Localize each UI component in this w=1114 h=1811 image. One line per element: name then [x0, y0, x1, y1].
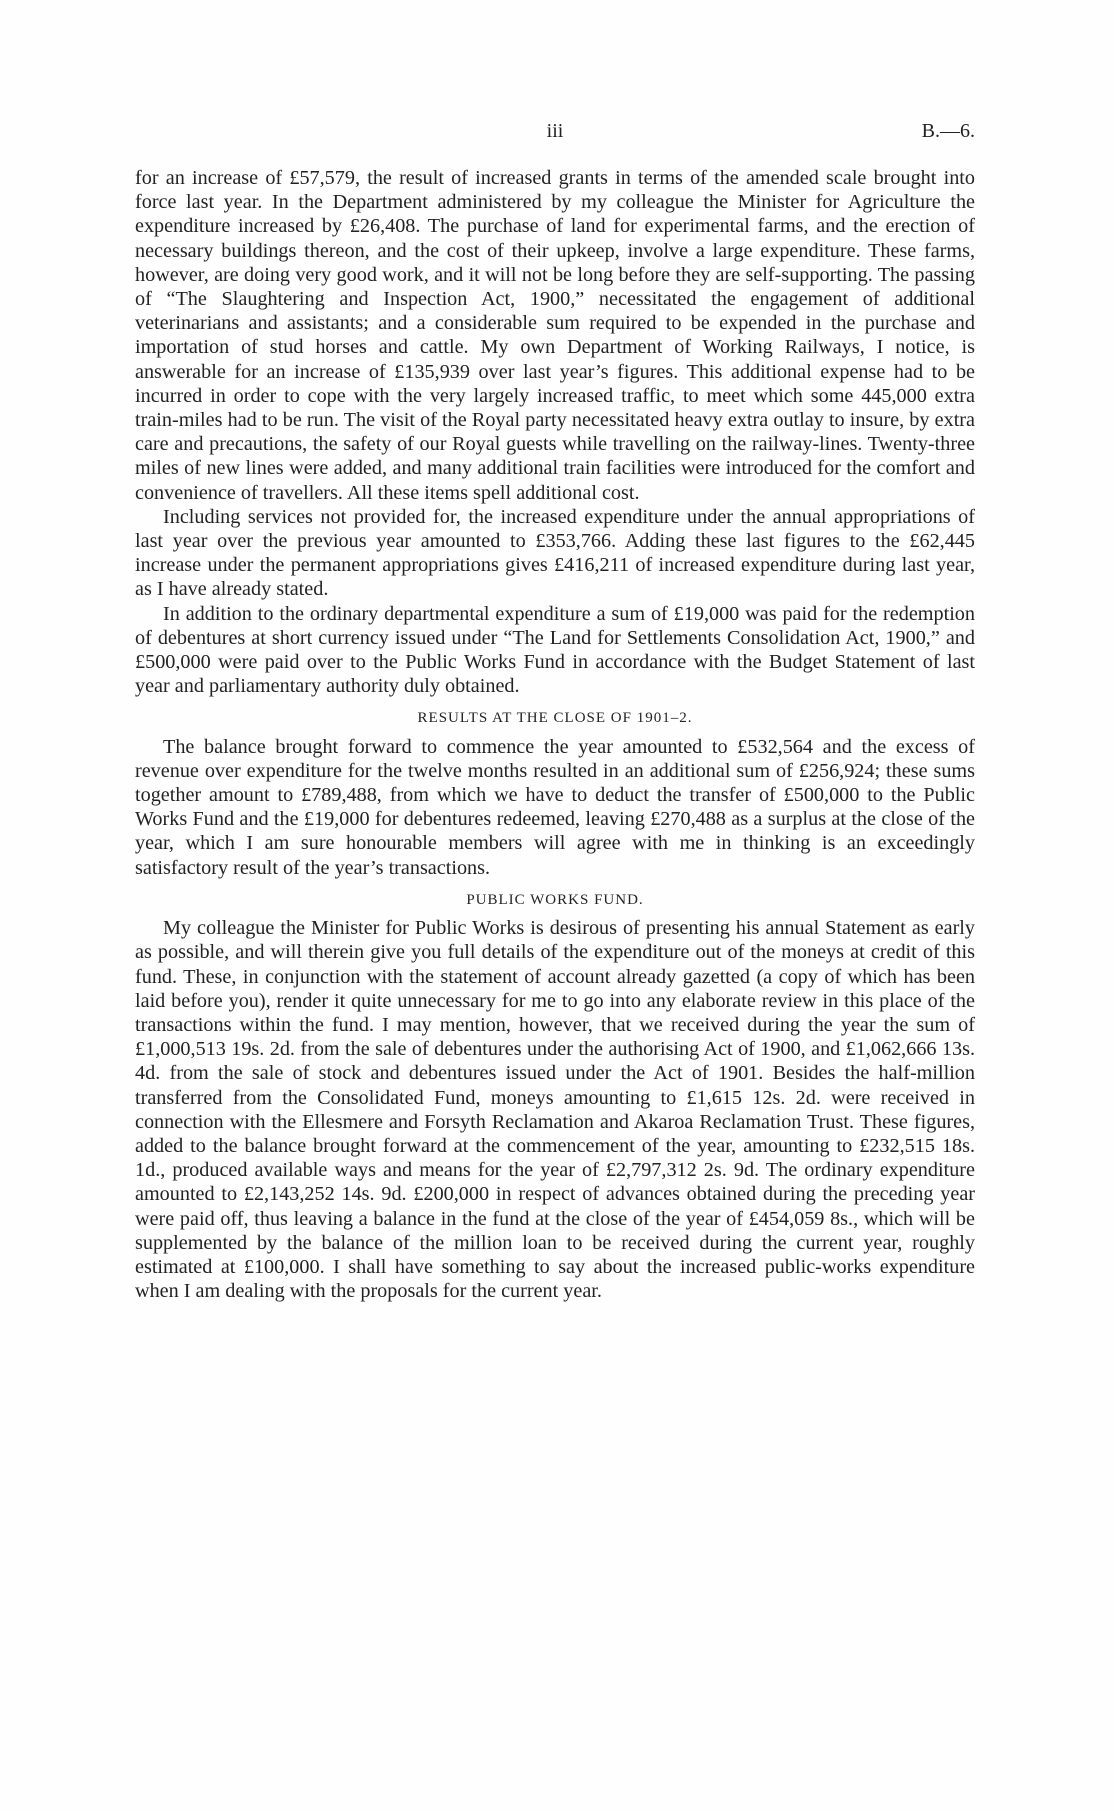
document-code: B.—6.: [921, 120, 975, 142]
paragraph-public-works-fund: My colleague the Minister for Public Works is desirous of presenting his annual Statement as early as possible, and will therein give you full details of the expenditure out of the moneys at credit of this fund. These, in conjunction with the statement of account already gazetted (a copy of which has been laid before you), render it quite unnecessary for me to go into any elaborate review in this place of the transactions within the fund. I may mention, however, that we received during the year the sum of £1,000,513 19s. 2d. from the sale of debentures under the authorising Act of 1900, and £1,062,666 13s. 4d. from the sale of stock and debentures issued under the Act of 1901. Besides the half-million transferred from the Consolidated Fund, moneys amounting to £1,615 12s. 2d. were received in connection with the Ellesmere and Forsyth Reclamation and Akaroa Reclamation Trust. These figures, added to the balance brought forward at the commencement of the year, amounting to £232,515 18s. 1d., produced available ways and means for the year of £2,797,312 2s. 9d. The ordinary expenditure amounted to £2,143,252 14s. 9d. £200,000 in respect of advances obtained during the preceding year were paid off, thus leaving a balance in the fund at the close of the year of £454,059 8s., which will be supplemented by the balance of the million loan to be received during the current year, roughly estimated at £100,000. I shall have something to say about the increased public-works expenditure when I am dealing with the proposals for the current year.: [135, 917, 975, 1303]
page-header: [135, 120, 975, 150]
paragraph-results: The balance brought forward to commence the year amounted to £532,564 and the excess of revenue over expenditure for the twelve months resulted in an additional sum of £256,924; these sums together amount to £789,488, from which we have to deduct the transfer of £500,000 to the Public Works Fund and the £19,000 for debentures redeemed, leaving £270,488 as a surplus at the close of the year, which I am sure honourable members will agree with me in thinking is an exceedingly satisfactory result of the year’s transactions.: [135, 735, 975, 879]
paragraph-debenture-redemption: In addition to the ordinary departmental expenditure a sum of £19,000 was paid for the redemption of debentures at short currency issued under “The Land for Settlements Consolidation Act, 1900,” and £500,000 were paid over to the Public Works Fund in accordance with the Budget Statement of last year and parliamentary authority duly obtained.: [135, 602, 975, 698]
section-heading-results: RESULTS AT THE CLOSE OF 1901–2.: [417, 710, 693, 727]
page-number: iii: [546, 120, 564, 142]
paragraph-continuation: for an increase of £57,579, the result of increased grants in terms of the amended scale brought into force last year. In the Department administered by my colleague the Minister for Agriculture the expenditure increased by £26,408. The purchase of land for experimental farms, and the erection of necessary buildings thereon, and the cost of their upkeep, involve a large expenditure. These farms, however, are doing very good work, and it will not be long before they are self-supporting. The passing of “The Slaughtering and Inspection Act, 1900,” necessitated the engagement of additional veterinarians and assistants; and a considerable sum required to be expended in the purchase and importation of stud horses and cattle. My own Department of Working Railways, I notice, is answerable for an increase of £135,939 over last year’s figures. This additional expense had to be incurred in order to cope with the very largely increased traffic, to meet which some 445,000 extra train-miles had to be run. The visit of the Royal party necessitated heavy extra outlay to insure, by extra care and precautions, the safety of our Royal guests while travelling on the railway-lines. Twenty-three miles of new lines were added, and many additional train facilities were introduced for the comfort and convenience of travellers. All these items spell additional cost.: [135, 167, 975, 504]
section-heading-public-works-fund: PUBLIC WORKS FUND.: [466, 891, 644, 908]
paragraph-increased-expenditure: Including services not provided for, the increased expenditure under the annual appropriations of last year over the previous year amounted to £353,766. Adding these last figures to the £62,445 increase under the permanent appropriations gives £416,211 of increased expenditure during last year, as I have already stated.: [135, 505, 975, 601]
document-body: [135, 166, 975, 1303]
